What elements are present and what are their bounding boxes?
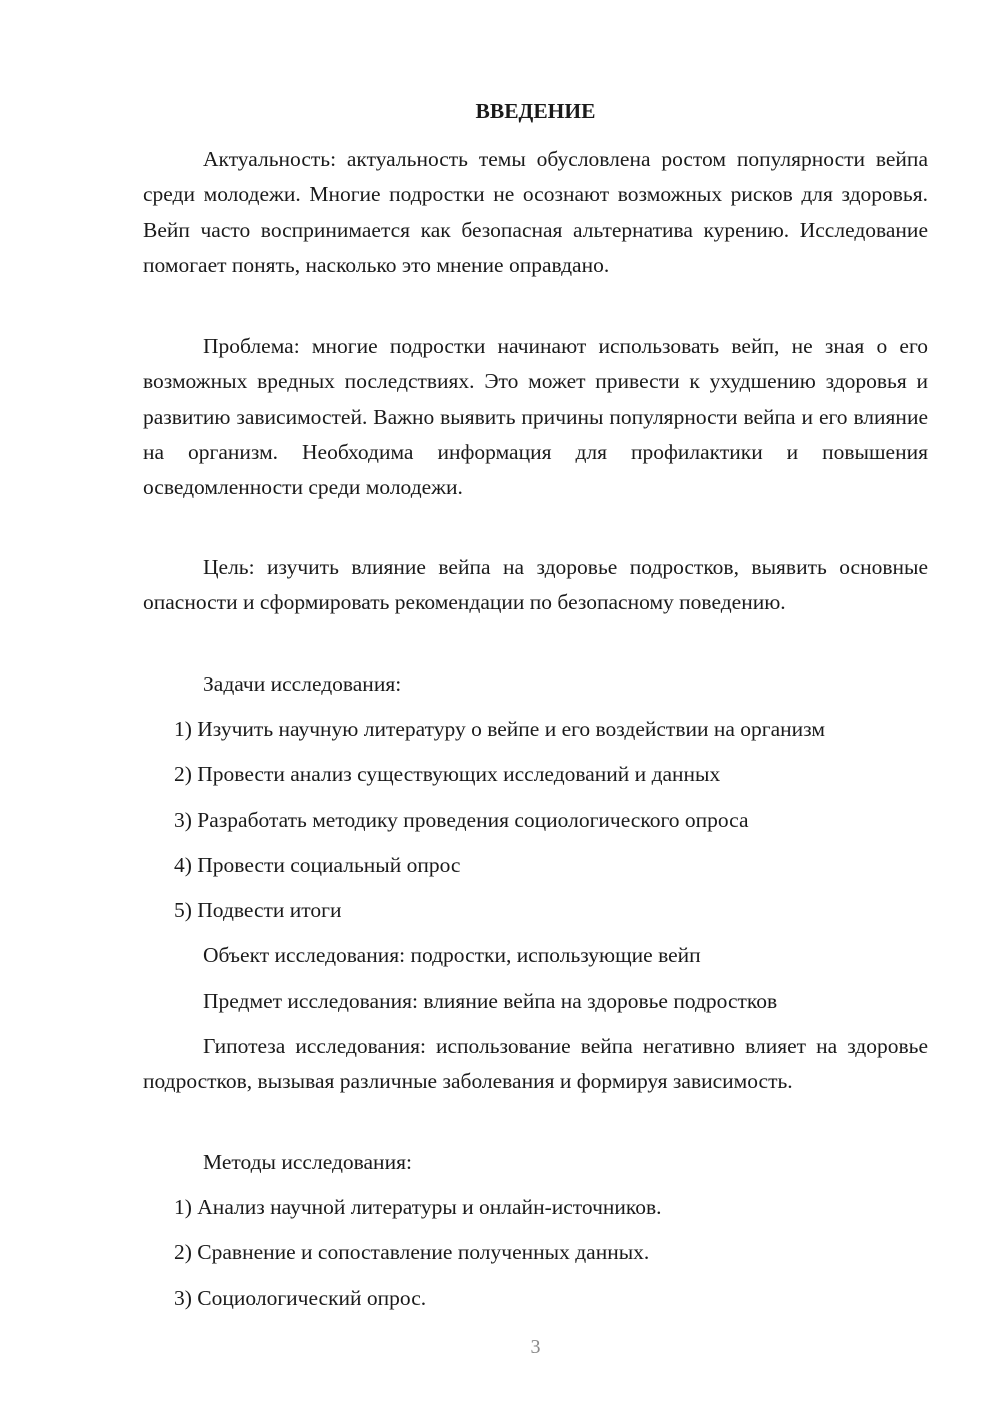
- task-item-3: 3) Разработать методику проведения социологического опроса: [174, 808, 749, 832]
- section-heading: ВВЕДЕНИЕ: [475, 99, 596, 123]
- document-page: [143, 0, 928, 1414]
- research-object: Объект исследования: подростки, использующие вейп: [203, 943, 701, 967]
- problem-paragraph: Проблема: многие подростки начинают использовать вейп, не зная о его возможных вредных последствиях. Это может привести к ухудшению здоровья и развитию зависимостей. Важно выявить причины популярности вейпа и его влияние на организм. Необходима информация для профилактики и повышения осведомленности среди молодежи.: [143, 334, 928, 500]
- hypothesis-paragraph: Гипотеза исследования: использование вейпа негативно влияет на здоровье подростков, вызывая различные заболевания и формируя зависимость.: [143, 1034, 928, 1094]
- method-item-1: 1) Анализ научной литературы и онлайн-источников.: [174, 1195, 662, 1219]
- methods-title: Методы исследования:: [203, 1150, 412, 1174]
- task-item-1: 1) Изучить научную литературу о вейпе и его воздействии на организм: [174, 717, 825, 741]
- method-item-3: 3) Социологический опрос.: [174, 1286, 427, 1310]
- research-subject: Предмет исследования: влияние вейпа на здоровье подростков: [203, 989, 778, 1013]
- relevance-paragraph: Актуальность: актуальность темы обусловлена ростом популярности вейпа среди молодежи. Многие подростки не осознают возможных рисков для здоровья. Вейп часто воспринимается как безопасная альтернатива курению. Исследование помогает понять, насколько это мнение оправдано.: [143, 147, 928, 277]
- method-item-2: 2) Сравнение и сопоставление полученных данных.: [174, 1240, 650, 1264]
- task-item-4: 4) Провести социальный опрос: [174, 853, 461, 877]
- page-number: 3: [530, 1336, 541, 1358]
- task-item-5: 5) Подвести итоги: [174, 898, 342, 922]
- task-item-2: 2) Провести анализ существующих исследований и данных: [174, 762, 721, 786]
- tasks-title: Задачи исследования:: [203, 672, 402, 696]
- goal-paragraph: Цель: изучить влияние вейпа на здоровье подростков, выявить основные опасности и сформировать рекомендации по безопасному поведению.: [143, 555, 928, 615]
